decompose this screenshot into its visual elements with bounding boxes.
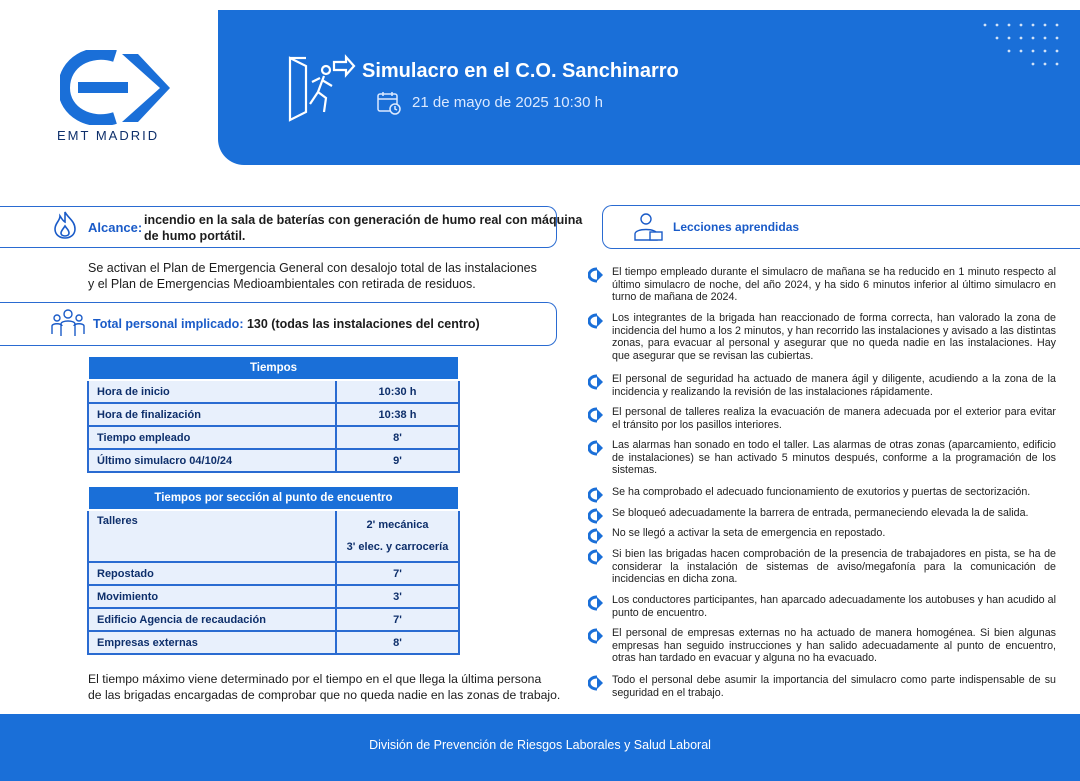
seccion-table (87, 485, 460, 655)
table-cell-label: Repostado (88, 562, 336, 585)
table-cell-label: Empresas externas (88, 631, 336, 654)
personal-text (93, 317, 480, 331)
emt-bullet-icon (588, 313, 604, 329)
table-row (88, 562, 459, 585)
emt-bullet-icon (588, 628, 604, 644)
emt-bullet-icon (588, 528, 604, 544)
event-date: 21 de mayo de 2025 10:30 h (412, 94, 603, 111)
note-line: El tiempo máximo viene determinado por el tiempo en el que llega la última persona (88, 672, 542, 686)
tiempos-table (87, 355, 460, 473)
alcance-line: de humo portátil. (144, 229, 246, 243)
lesson-item (612, 594, 1056, 619)
table-cell-value (336, 510, 459, 562)
lesson-item (612, 548, 1056, 586)
lesson-item (612, 674, 1056, 699)
table-cell-label: Tiempo empleado (88, 426, 336, 449)
emt-bullet-icon (588, 374, 604, 390)
table-row (88, 449, 459, 472)
table-cell-value: 9' (336, 449, 459, 472)
table-cell-value: 7' (336, 562, 459, 585)
note-text (88, 671, 560, 703)
lesson-item (612, 406, 1056, 431)
footer-text: División de Prevención de Riesgos Laborales y Salud Laboral (369, 738, 711, 752)
note-line: de las brigadas encargadas de comprobar que no queda nadie en las zonas de trabajo. (88, 688, 561, 702)
plan-text (88, 260, 537, 292)
emt-bullet-icon (588, 508, 604, 524)
emt-bullet-icon (588, 440, 604, 456)
lesson-text: Las alarmas han sonado en todo el taller. Las alarmas de otras zonas (aparcamiento, edificio de instalaciones) se han activado 5 minutos después, conforme a la programación de los sistemas. (612, 439, 1056, 476)
page-title: Simulacro en el C.O. Sanchinarro (362, 60, 679, 82)
table-cell-value: 3' (336, 585, 459, 608)
tiempos-header: Tiempos (88, 356, 459, 380)
alcance-text (144, 212, 582, 244)
table-cell-value: 8' (336, 426, 459, 449)
table-row (88, 510, 459, 562)
lecciones-label: Lecciones aprendidas (673, 220, 800, 234)
table-cell-label: Edificio Agencia de recaudación (88, 608, 336, 631)
table-cell-value: 8' (336, 631, 459, 654)
table-cell-value: 10:38 h (336, 403, 459, 426)
lesson-text: Los integrantes de la brigada han reaccionado de forma correcta, han valorado la zona de incidencia del humo a los 2 minutos, y han recorrido las instalaciones y avisado a las distintas zonas, para evacuar al personal y asegurar que no queda nadie en las instalaciones. Hay que asegurar que se revisan las cubiertas. (612, 312, 1056, 362)
table-row (88, 585, 459, 608)
lesson-text: Si bien las brigadas hacen comprobación de la presencia de trabajadores en pista, se ha de considerar la instalación de sistemas de aviso/megafonía para la comunicación de incidencias en dicha zona. (612, 548, 1056, 585)
lesson-text: Se bloqueó adecuadamente la barrera de entrada, permaneciendo elevada la de salida. (612, 507, 1029, 519)
emt-bullet-icon (588, 549, 604, 565)
table-cell-value: 7' (336, 608, 459, 631)
lesson-item (612, 312, 1056, 362)
table-row (88, 631, 459, 654)
lesson-text: El tiempo empleado durante el simulacro de mañana se ha reducido en 1 minuto respecto al último simulacro de noche, del año 2024, y ha sido 6 minutos inferior al último simulacro en turno de mañana de 2024. (612, 266, 1056, 303)
emt-bullet-icon (588, 487, 604, 503)
table-cell-value: 10:30 h (336, 380, 459, 403)
table-cell-label: Último simulacro 04/10/24 (88, 449, 336, 472)
alcance-line: incendio en la sala de baterías con generación de humo real con máquina (144, 213, 583, 227)
lesson-item (612, 266, 1056, 304)
calendar-icon (376, 90, 402, 116)
table-cell-label: Hora de finalización (88, 403, 336, 426)
lesson-text: El personal de seguridad ha actuado de manera ágil y diligente, acudiendo a la zona de la incidencia y realizando la revisión de las instalaciones rápidamente. (612, 373, 1056, 398)
table-row (88, 403, 459, 426)
lesson-text: Todo el personal debe asumir la importancia del simulacro como parte indispensable de su seguridad en el trabajo. (612, 674, 1056, 699)
lesson-text: Los conductores participantes, han aparcado adecuadamente los autobuses y han acudido al punto de encuentro. (612, 594, 1056, 619)
table-cell-label: Hora de inicio (88, 380, 336, 403)
lesson-item (612, 486, 1056, 499)
emt-bullet-icon (588, 407, 604, 423)
table-row (88, 608, 459, 631)
plan-line: Se activan el Plan de Emergencia General con desalojo total de las instalaciones (88, 261, 537, 275)
talleres-value: 3' elec. y carrocería (346, 541, 449, 553)
logo-text: EMT MADRID (57, 128, 160, 143)
table-row (88, 426, 459, 449)
table-cell-label: Talleres (88, 510, 336, 562)
lesson-item (612, 439, 1056, 477)
table-row (88, 380, 459, 403)
lesson-text: Se ha comprobado el adecuado funcionamiento de exutorios y puertas de sectorización. (612, 486, 1031, 498)
lesson-item (612, 507, 1056, 520)
lesson-item (612, 373, 1056, 398)
emt-bullet-icon (588, 675, 604, 691)
lesson-text: El personal de empresas externas no ha actuado de manera homogénea. Si bien algunas empresas han seguido instrucciones y han salido adecuadamente al punto de encuentro, otras han tardado en evacuar y alguna no ha evacuado. (612, 627, 1056, 664)
emt-bullet-icon (588, 595, 604, 611)
lesson-item (612, 627, 1056, 665)
lesson-text: No se llegó a activar la seta de emergencia en repostado. (612, 527, 886, 539)
lesson-text: El personal de talleres realiza la evacuación de manera adecuada por el exterior para evitar el tránsito por los pasillos interiores. (612, 406, 1056, 431)
alcance-label: Alcance: (88, 220, 143, 235)
people-group-icon (50, 306, 86, 340)
lesson-item (612, 527, 1056, 540)
seccion-header: Tiempos por sección al punto de encuentro (88, 486, 459, 510)
plan-line: y el Plan de Emergencias Medioambientales con retirada de residuos. (88, 277, 476, 291)
emergency-exit-icon (286, 54, 356, 124)
emt-bullet-icon (588, 267, 604, 283)
talleres-value: 2' mecánica (366, 519, 429, 531)
table-cell-label: Movimiento (88, 585, 336, 608)
dot-pattern-icon (980, 20, 1070, 70)
emt-logo-icon (60, 50, 170, 125)
fire-icon (52, 210, 78, 240)
personal-value: 130 (todas las instalaciones del centro) (246, 317, 480, 331)
personal-label: Total personal implicado: (93, 317, 244, 331)
person-presenter-icon (632, 210, 664, 242)
